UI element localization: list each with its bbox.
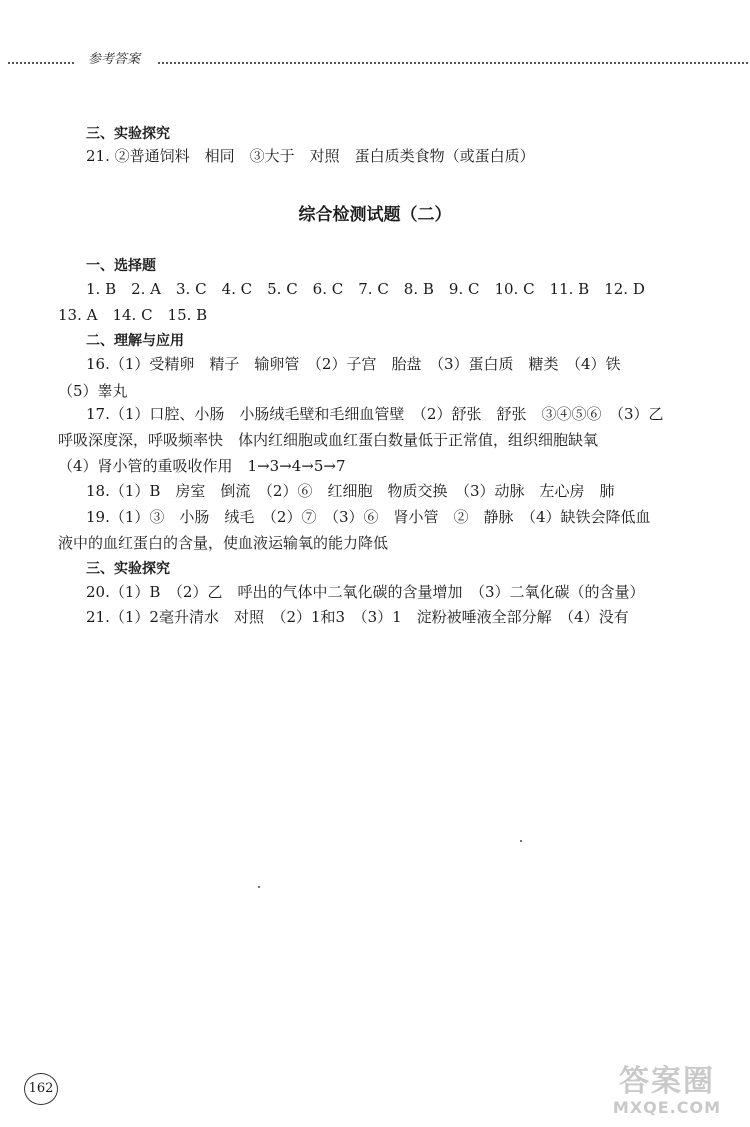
- watermark-url-text: MXQE.COM: [612, 1098, 722, 1117]
- scan-speck: [258, 886, 260, 888]
- page-number: 162: [24, 1073, 58, 1105]
- header-dotted-rule-left: [8, 62, 74, 64]
- section-title: 综合检测试题（二）: [298, 205, 452, 225]
- watermark-main-text: 答案圈: [619, 1064, 715, 1099]
- answer-17-line-2: 呼吸深度深，呼吸频率快 体内红细胞或血红蛋白数量低于正常值，组织细胞缺氧: [58, 431, 599, 449]
- page-header: [0, 48, 750, 72]
- answer-18: 18.（1）B 房室 倒流 （2）⑥ 红细胞 物质交换 （3）动脉 左心房 肺: [86, 482, 615, 500]
- answer-17-line-1: 17.（1）口腔、小肠 小肠绒毛壁和毛细血管壁 （2）舒张 舒张 ③④⑤⑥ （3）乙: [86, 405, 664, 423]
- section-heading-understanding: 二、理解与应用: [86, 333, 184, 349]
- watermark-logo: [592, 1066, 742, 1122]
- section-heading-experiment-2: 三、实验探究: [86, 561, 170, 577]
- answer-16-line-1: 16.（1）受精卵 精子 输卵管 （2）子宫 胎盘 （3）蛋白质 糖类 （4）铁: [86, 355, 621, 373]
- answer-20: 20.（1）B （2）乙 呼出的气体中二氧化碳的含量增加 （3）二氧化碳（的含量）: [86, 583, 645, 601]
- header-dotted-rule-right: [158, 62, 748, 64]
- header-label: 参考答案: [88, 52, 141, 67]
- answer-17-line-3: （4）肾小管的重吸收作用 1→3→4→5→7: [58, 457, 346, 475]
- scan-speck: [520, 840, 522, 842]
- choice-answers-row-2: 13. A 14. C 15. B: [58, 306, 208, 324]
- answer-21-part1: 21. ②普通饲料 相同 ③大于 对照 蛋白质类食物（或蛋白质）: [86, 147, 535, 165]
- answer-21-part2: 21.（1）2毫升清水 对照 （2）1和3 （3）1 淀粉被唾液全部分解 （4）没有: [86, 608, 629, 626]
- section-heading-experiment-1: 三、实验探究: [86, 126, 170, 142]
- answer-19-line-2: 液中的血红蛋白的含量，使血液运输氧的能力降低: [58, 534, 389, 552]
- choice-answers-row-1: 1. B 2. A 3. C 4. C 5. C 6. C 7. C 8. B 9. C 10. C 11. B 12. D: [86, 280, 645, 298]
- answer-16-line-2: （5）睾丸: [58, 382, 128, 400]
- answer-19-line-1: 19.（1）③ 小肠 绒毛 （2）⑦ （3）⑥ 肾小管 ② 静脉 （4）缺铁会降低血: [86, 508, 651, 526]
- section-heading-choice: 一、选择题: [86, 258, 156, 274]
